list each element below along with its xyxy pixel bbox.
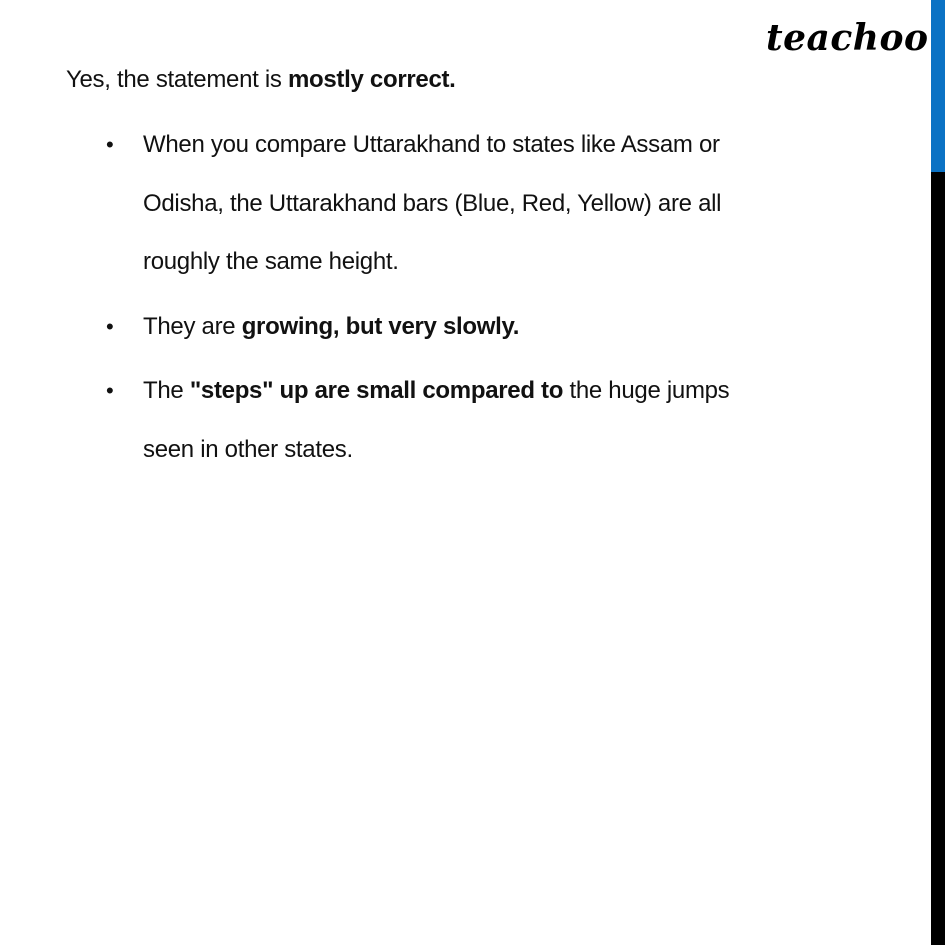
- side-accent-bar-blue: [931, 0, 945, 172]
- bullet-line: [143, 362, 883, 421]
- bullet-bold-text: growing, but very slowly.: [241, 313, 520, 340]
- intro-bold-text: mostly correct.: [287, 66, 456, 93]
- bullet-plain-text: The: [143, 377, 190, 404]
- bullet-text: [143, 116, 883, 292]
- bullet-line: roughly the same height.: [143, 248, 399, 275]
- bullet-text: [143, 298, 883, 357]
- bullet-plain-text: the huge jumps: [563, 377, 730, 404]
- bullet-dot-icon: •: [106, 314, 114, 339]
- teachoo-logo: teachoo: [766, 17, 929, 59]
- bullet-line: Odisha, the Uttarakhand bars (Blue, Red, Yellow) are all: [143, 189, 722, 217]
- bullet-dot-icon: •: [106, 132, 114, 157]
- side-accent-bar-black: [931, 172, 945, 945]
- intro-statement: [66, 62, 456, 98]
- bullet-dot-icon: •: [106, 378, 114, 403]
- bullet-line: seen in other states.: [143, 435, 353, 463]
- bullet-bold-text: "steps" up are small compared to: [189, 377, 564, 404]
- bullet-line: When you compare Uttarakhand to states like Assam or: [143, 131, 720, 158]
- bullet-plain-text: They are: [143, 313, 242, 340]
- intro-plain-text: Yes, the statement is: [66, 66, 288, 93]
- bullet-text: [143, 362, 883, 479]
